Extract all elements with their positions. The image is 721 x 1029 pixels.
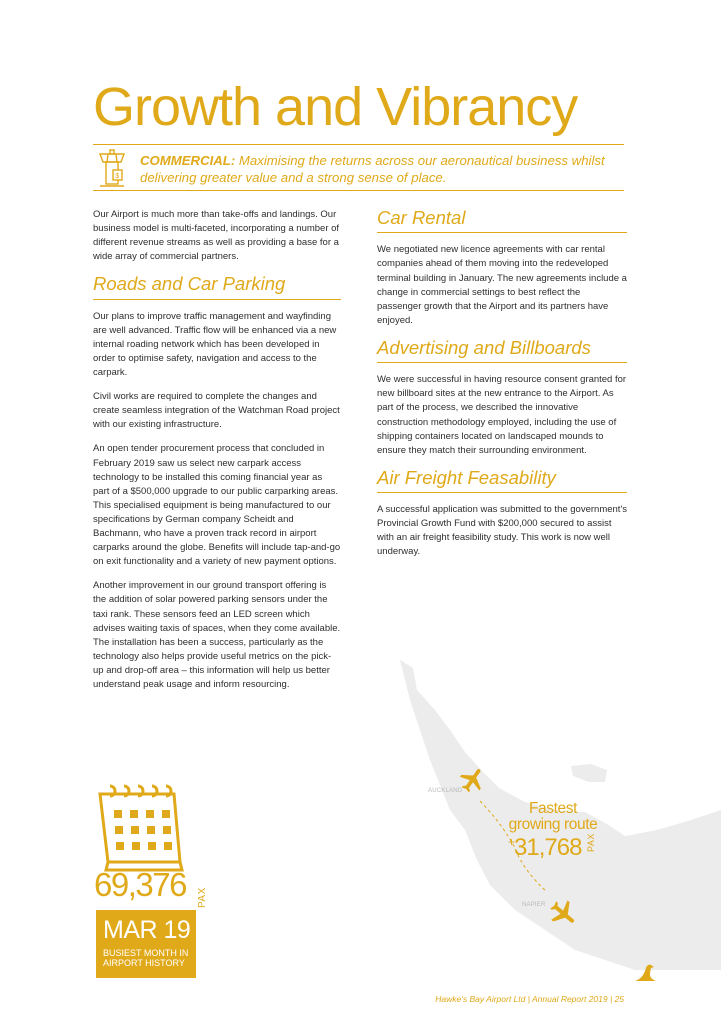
control-tower-icon bbox=[96, 148, 128, 188]
route-prefix: + bbox=[508, 835, 515, 849]
badge-caption: BUSIEST MONTH IN AIRPORT HISTORY bbox=[103, 948, 189, 968]
heading-car-rental: Car Rental bbox=[377, 208, 627, 233]
page-footer: Hawke's Bay Airport Ltd | Annual Report 2019 | 25 bbox=[435, 994, 624, 1004]
subtitle-text: Maximising the returns across our aeronautical business whilst delivering greater value and a strong sense of place. bbox=[140, 153, 605, 185]
heading-advertising-billboards: Advertising and Billboards bbox=[377, 338, 627, 363]
busiest-month-figure: 69,376 bbox=[94, 866, 186, 903]
route-figure bbox=[508, 834, 581, 862]
right-column bbox=[377, 208, 627, 570]
paragraph: A successful application was submitted to the government's Provincial Growth Fund with $200,000 secured to assist with an air freight feasibility study. This work is now well underway. bbox=[377, 504, 628, 558]
route-unit: PAX bbox=[586, 833, 596, 852]
plane-icon bbox=[547, 898, 579, 930]
route-number: 31,768 bbox=[514, 834, 582, 861]
map-label-destination: NAPIER bbox=[522, 902, 546, 908]
left-column bbox=[93, 208, 341, 702]
paragraph: We negotiated new licence agreements with car rental companies ahead of them moving into the redeveloped terminal building in January. The new agreements include a change in commercial settings to best reflect the passenger growth that the Airport and its partners have enjoyed. bbox=[377, 244, 627, 326]
plane-icon bbox=[458, 765, 488, 795]
divider bbox=[93, 190, 624, 191]
badge-month: MAR 19 bbox=[103, 916, 191, 944]
heading-roads-car-parking: Roads and Car Parking bbox=[93, 274, 341, 299]
bird-logo-icon bbox=[634, 963, 658, 983]
paragraph: An open tender procurement process that concluded in February 2019 saw us select new carpark access technology to be installed this coming financial year as part of a $500,000 upgrade to our public carparking areas. This specialised equipment is being manufactured to our specifications by German company Scheidt and Bachmann, who have a proven track record in airport carparks around the globe. Benefits will include tap-and-go on exit functionality and a variety of new payment options. bbox=[93, 443, 341, 568]
paragraph: Another improvement in our ground transport offering is the addition of solar powered parking sensors under the taxi rank. These sensors feed an LED screen which advises waiting taxis of spaces, when they come available. The installation has been a success, particularly as the technology also helps provide useful metrics on the pick-up and drop-off area – this information will help us better understand peak usage and inform resourcing. bbox=[93, 580, 341, 690]
page-title: Growth and Vibrancy bbox=[93, 77, 578, 137]
map-label-origin: AUCKLAND bbox=[428, 788, 463, 794]
intro-paragraph: Our Airport is much more than take-offs and landings. Our business model is multi-faceted, incorporating a number of different revenue streams as well as providing a base for a wide array of commercial partners. bbox=[93, 209, 340, 263]
paragraph: Our plans to improve traffic management and wayfinding are well advanced. Traffic flow will be enhanced via a new internal roading network which has been developed in order to optimise safety, navigation and access to the carpark. bbox=[93, 310, 337, 379]
section-subtitle bbox=[140, 152, 610, 186]
paragraph: Civil works are required to complete the changes and create seamless integration of the Watchman Road project with our existing infrastructure. bbox=[93, 391, 340, 431]
svg-text:$: $ bbox=[115, 173, 120, 180]
route-caption: Fastest growing route bbox=[508, 800, 598, 833]
subtitle-label: COMMERCIAL: bbox=[140, 153, 236, 168]
calendar-icon bbox=[96, 776, 186, 872]
heading-air-freight: Air Freight Feasability bbox=[377, 468, 627, 493]
busiest-month-badge bbox=[96, 910, 196, 978]
divider bbox=[93, 144, 624, 145]
busiest-month-unit: PAX bbox=[197, 887, 208, 908]
paragraph: We were successful in having resource consent granted for new billboard sites at the new entrance to the Airport. As part of the process, we described the innovative construction methodology employed, including the use of shipping containers located on landscaped mounds to ensure they match their surrounding environment. bbox=[377, 374, 627, 456]
